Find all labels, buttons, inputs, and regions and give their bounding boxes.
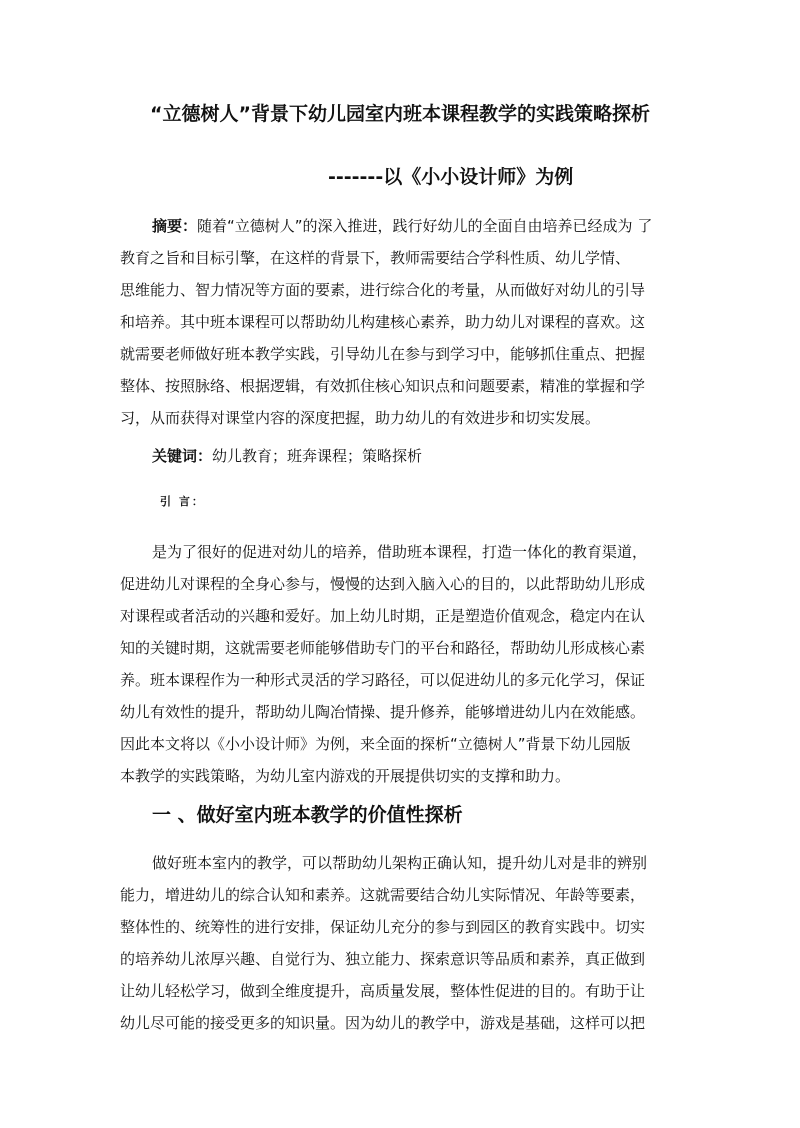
section-1-line: 整体性的、统筹性的进行安排，保证幼儿充分的参与到园区的教育实践中。切实: [120, 918, 646, 936]
section-1-line: 能力，增进幼儿的综合认知和素养。这就需要结合幼儿实际情况、年龄等要素，: [120, 886, 646, 904]
abstract-paragraph: [120, 210, 686, 434]
section-1-heading: 一 、做好室内班本教学的价值性探析: [152, 804, 463, 826]
abstract-line: 习，从而获得对课堂内容的深度把握，助力幼儿的有效进步和切实发展。: [120, 409, 601, 427]
introduction-line: 因此本文将以《小小设计师》为例，来全面的探析“立德树人”背景下幼儿园版: [120, 735, 631, 753]
introduction-line: 对课程或者活动的兴趣和爱好。加上幼儿时期，正是塑造价值观念，稳定内在认: [120, 607, 646, 625]
keywords: [152, 442, 422, 470]
introduction-label: 引 言：: [160, 495, 205, 508]
abstract-label: 摘要：: [152, 217, 198, 235]
abstract-line: 就需要老师做好班本教学实践，引导幼儿在参与到学习中，能够抓住重点、把握: [120, 345, 646, 363]
abstract-line: 摘要：随着“立德树人”的深入推进，践行好幼儿的全面自由培养已经成为 了: [152, 217, 653, 235]
section-1-line: 让幼儿轻松学习，做到全维度提升，高质量发展，整体性促进的目的。有助于让: [120, 982, 646, 1000]
document-title: “立德树人”背景下幼儿园室内班本课程教学的实践策略探析: [150, 103, 650, 125]
introduction-line: 知的关键时期，这就需要老师能够借助专门的平台和路径，帮助幼儿形成核心素: [120, 639, 646, 657]
keywords-label: 关键词：: [152, 447, 213, 465]
keywords-text: 幼儿教育；班奔课程；策略探析: [212, 447, 423, 465]
introduction-line: 促进幼儿对课程的全身心参与，慢慢的达到入脑入心的目的，以此帮助幼儿形成: [120, 575, 646, 593]
section-1-paragraph: [120, 847, 686, 1039]
section-1-line: 的培养幼儿浓厚兴趣、自觉行为、独立能力、探索意识等品质和素养，真正做到: [120, 950, 646, 968]
document-subtitle: -------以《小小设计师》为例: [328, 166, 574, 188]
introduction-line: 是为了很好的促进对幼儿的培养，借助班本课程，打造一体化的教育渠道，: [152, 543, 648, 561]
abstract-line: 教育之旨和目标引擎，在这样的背景下，教师需要结合学科性质、幼儿学情、: [120, 249, 631, 267]
abstract-line: 整体、按照脉络、根据逻辑，有效抓住核心知识点和问题要素，精准的掌握和学: [120, 377, 646, 395]
introduction-line: 养。班本课程作为一种形式灵活的学习路径，可以促进幼儿的多元化学习，保证: [120, 671, 646, 689]
introduction-line: 本教学的实践策略，为幼儿室内游戏的开展提供切实的支撑和助力。: [120, 767, 571, 785]
section-1-line: 幼儿尽可能的接受更多的知识量。因为幼儿的教学中，游戏是基础，这样可以把: [120, 1014, 646, 1032]
abstract-line: 思维能力、智力情况等方面的要素，进行综合化的考量，从而做好对幼儿的引导: [120, 281, 646, 299]
introduction-line: 幼儿有效性的提升，帮助幼儿陶冶情操、提升修养，能够增进幼儿内在效能感。: [120, 703, 646, 721]
section-1-line: 做好班本室内的教学，可以帮助幼儿架构正确认知，提升幼儿对是非的辨别: [152, 854, 648, 872]
abstract-line: 和培养。其中班本课程可以帮助幼儿构建核心素养，助力幼儿对课程的喜欢。这: [120, 313, 646, 331]
introduction-paragraph: [120, 536, 686, 792]
